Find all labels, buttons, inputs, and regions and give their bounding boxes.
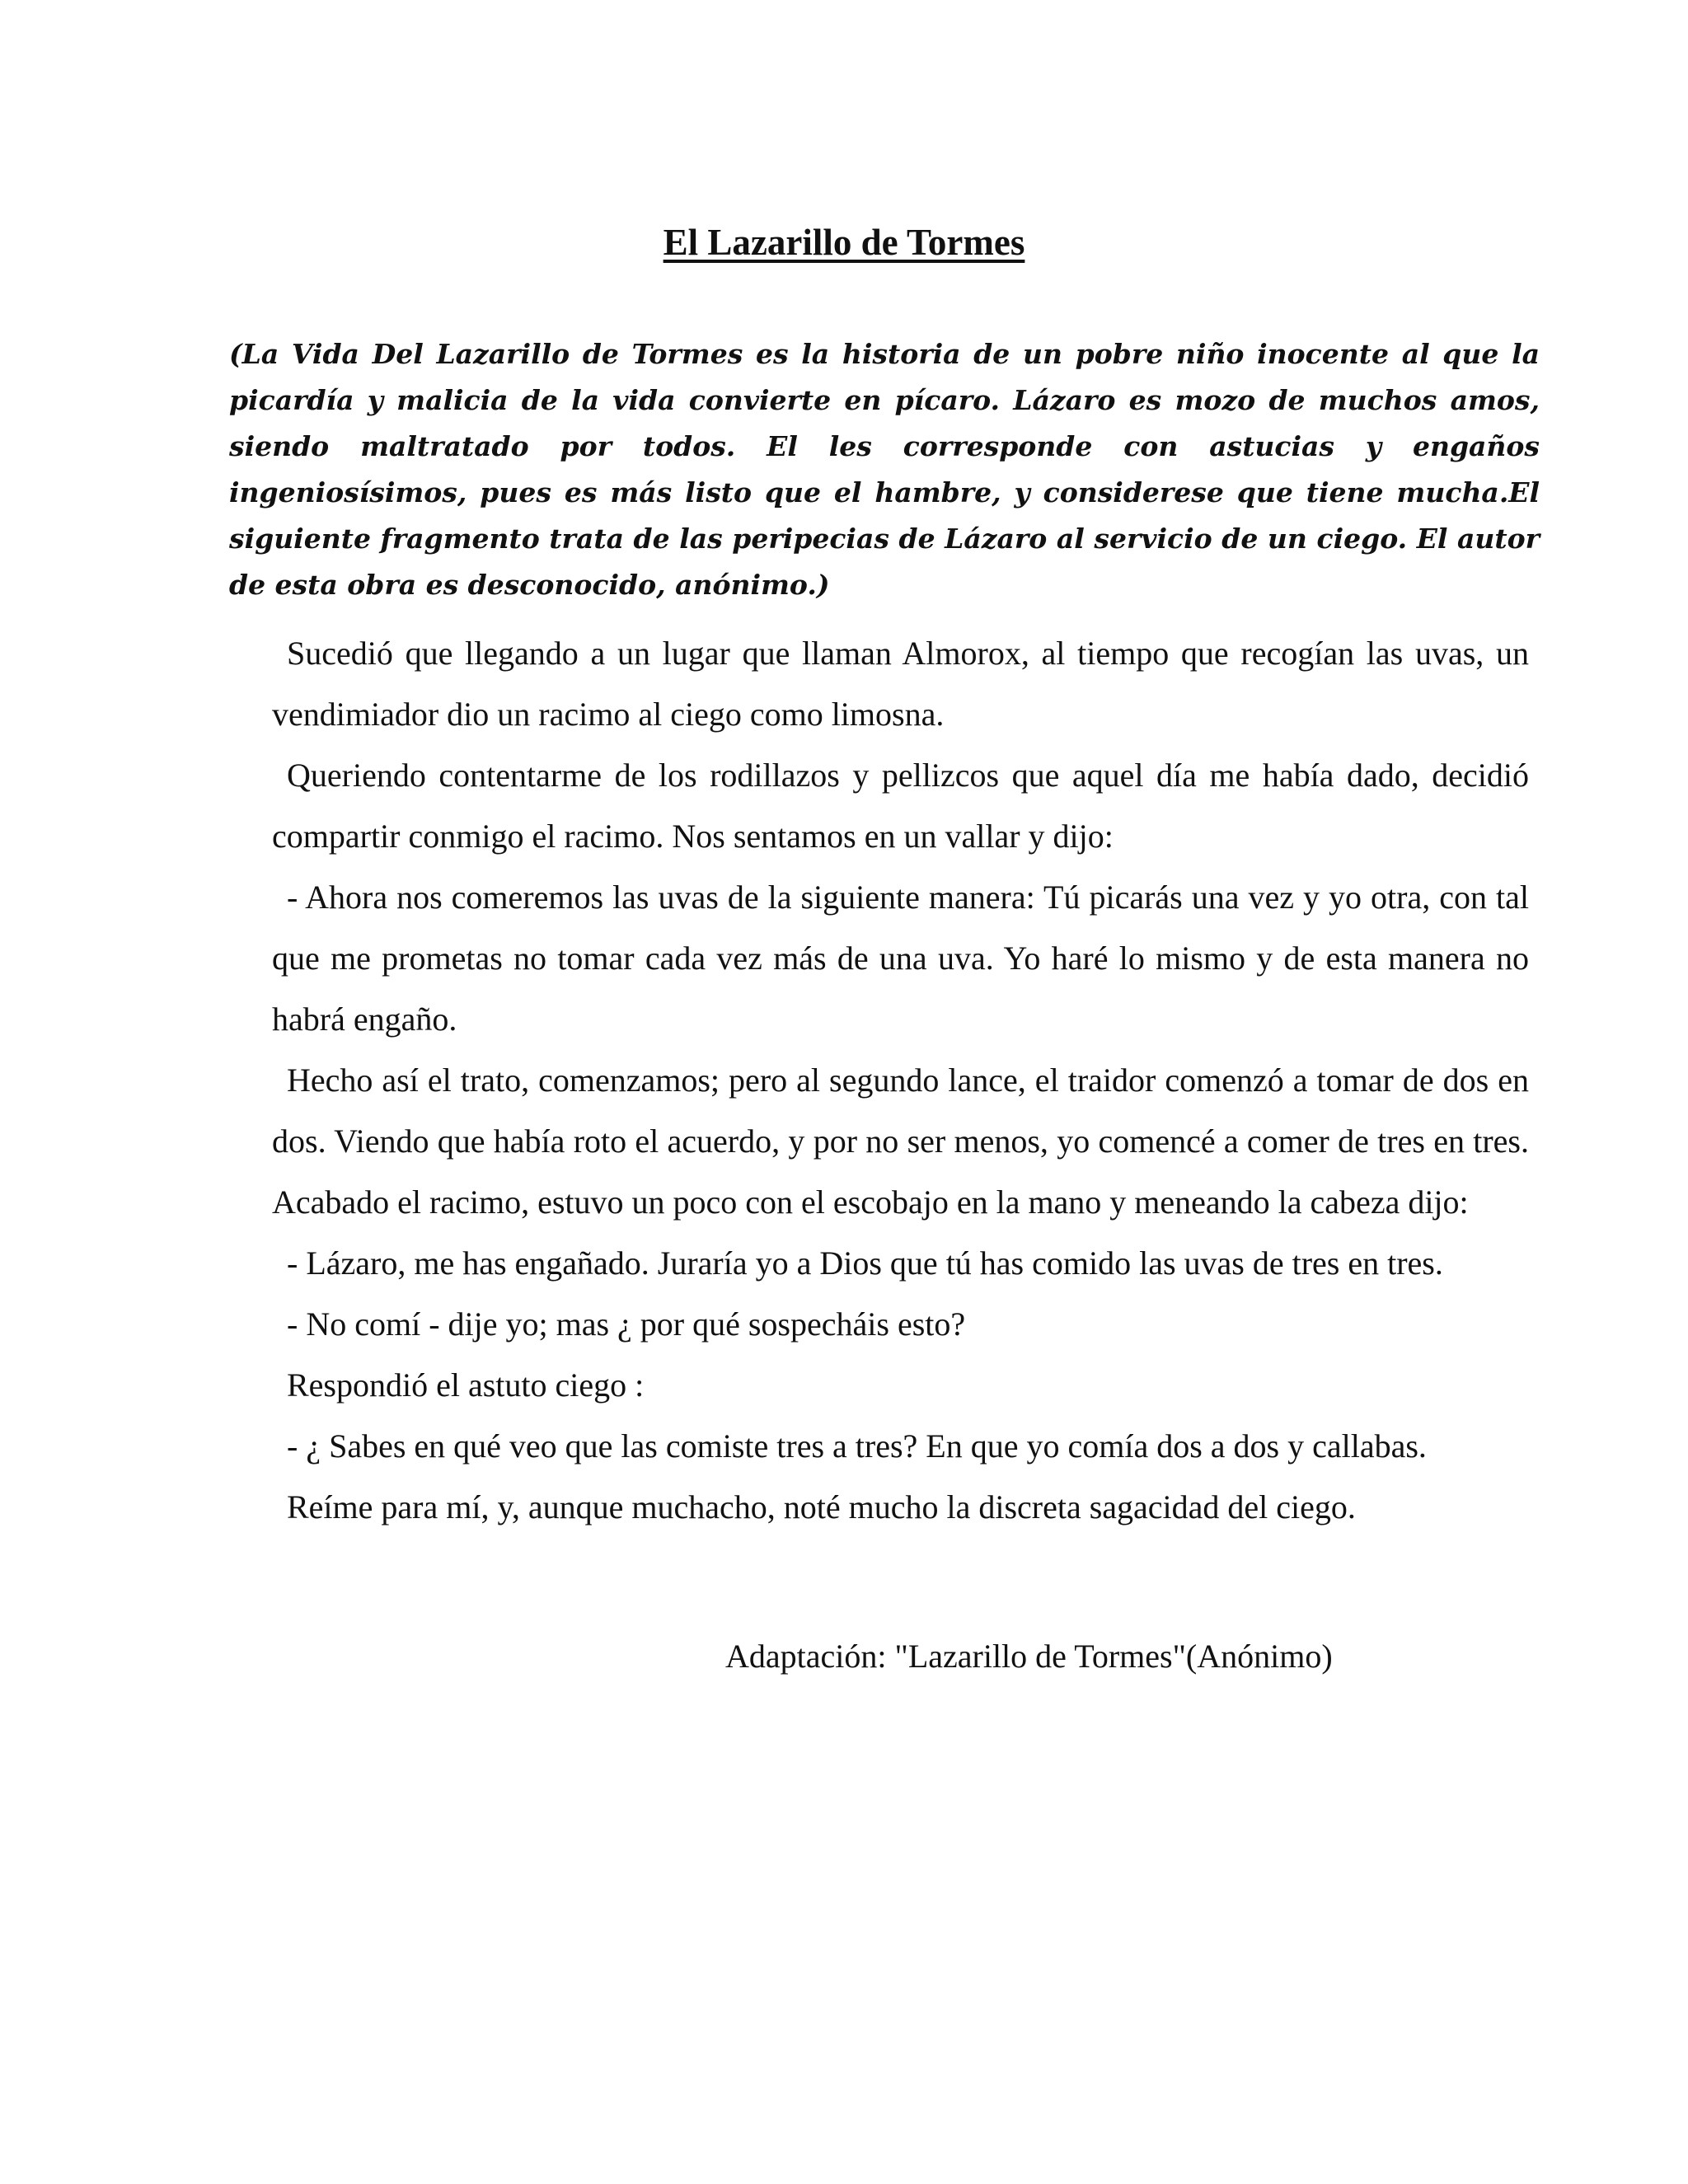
story-paragraph: - Ahora nos comeremos las uvas de la siguiente manera: Tú picarás una vez y yo otra, con tal que me prometas no tomar cada vez más de una uva. Yo haré lo mismo y de esta manera no habrá engaño. — [272, 879, 1529, 1038]
document-title: El Lazarillo de Tormes — [663, 222, 1025, 263]
story-paragraph: Hecho así el trato, comenzamos; pero al segundo lance, el traidor comenzó a tomar de dos en dos. Viendo que había roto el acuerdo, y por no ser menos, yo comencé a comer de tres en tres. Acabado el racimo, estuvo un poco con el escobajo en la mano y meneando la cabeza dijo: — [272, 1062, 1529, 1221]
adaptation-credit: Adaptación: "Lazarillo de Tormes"(Anónimo) — [725, 1638, 1333, 1675]
story-paragraph: - No comí - dije yo; mas ¿ por qué sospecháis esto? — [287, 1305, 966, 1343]
intro-paragraph: (La Vida Del Lazarillo de Tormes es la historia de un pobre niño inocente al que la picardía y malicia de la vida convierte en pícaro. Lázaro es mozo de muchos amos, siendo maltratado por todos. El les corresponde con astucias y engaños ingeniosísimos, pues es más listo que el hambre, y considerese que tiene mucha.El siguiente fragmento trata de las peripecias de Lázaro al servicio de un ciego. El autor de esta obra es desconocido, anónimo.) — [229, 338, 1540, 601]
story-paragraph: - Lázaro, me has engañado. Juraría yo a Dios que tú has comido las uvas de tres en tres. — [287, 1244, 1443, 1282]
story-paragraph: Reíme para mí, y, aunque muchacho, noté mucho la discreta sagacidad del ciego. — [287, 1488, 1356, 1526]
story-paragraph: - ¿ Sabes en qué veo que las comiste tres a tres? En que yo comía dos a dos y callabas. — [287, 1427, 1427, 1465]
story-paragraph: Respondió el astuto ciego : — [287, 1366, 645, 1404]
story-body — [272, 623, 1529, 1538]
story-paragraph: Sucedió que llegando a un lugar que llaman Almorox, al tiempo que recogían las uvas, un vendimiador dio un racimo al ciego como limosna. — [272, 635, 1529, 733]
story-paragraph: Queriendo contentarme de los rodillazos y pellizcos que aquel día me había dado, decidió compartir conmigo el racimo. Nos sentamos en un vallar y dijo: — [272, 757, 1529, 855]
